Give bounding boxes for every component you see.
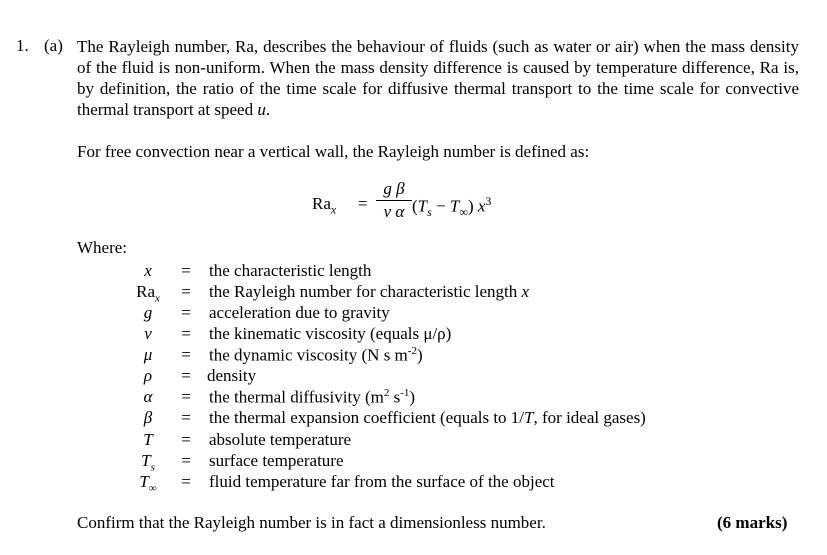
formula-denominator: ν α (383, 202, 405, 221)
formula-lhs-ra: Ra (312, 194, 331, 213)
def-description: density (207, 366, 257, 385)
def-description: acceleration due to gravity (209, 303, 390, 322)
def-description (209, 345, 423, 366)
def-equals: = (181, 345, 191, 364)
def-description: the kinematic viscosity (equals μ/ρ) (209, 324, 452, 343)
def-symbol-ts-text: T (141, 451, 151, 470)
def-description (209, 408, 646, 428)
def-equals: = (181, 472, 191, 491)
question-number: 1. (16, 36, 29, 55)
def-description-sup: -2 (407, 345, 417, 357)
where-label: Where: (77, 238, 128, 257)
formula-fraction (376, 180, 412, 221)
formula-x: x (473, 196, 486, 216)
def-description: fluid temperature far from the surface of the object (209, 472, 555, 491)
def-symbol-beta: β (143, 408, 153, 427)
formula-paren-close: ) (467, 196, 474, 216)
formula-minus: − (431, 196, 450, 216)
def-symbol-ra (128, 282, 168, 304)
def-symbol-ra-sub: x (155, 292, 160, 305)
def-description-sup2: -1 (400, 387, 410, 399)
def-symbol-x: x (144, 261, 152, 280)
def-description (209, 282, 529, 302)
def-symbol-ts (128, 451, 168, 473)
def-description: absolute temperature (209, 430, 352, 449)
def-equals: = (181, 303, 191, 322)
def-equals: = (181, 261, 191, 280)
confirm-instruction: Confirm that the Rayleigh number is in fact a dimensionless number. (77, 513, 546, 532)
def-symbol-mu: μ (143, 345, 153, 364)
def-description-end: , for ideal gases) (533, 408, 646, 427)
def-description-var: x (521, 282, 530, 301)
def-symbol-tinf-sub: ∞ (148, 482, 157, 495)
def-description: surface temperature (209, 451, 344, 470)
formula-paren-open: ( (412, 196, 418, 216)
def-description-end: ) (416, 345, 423, 365)
marks-label: (6 marks) (717, 513, 788, 532)
formula-fraction-bar (376, 200, 412, 201)
intro-variable-u: u (257, 100, 266, 119)
formula-tinf-sub: ∞ (459, 205, 468, 220)
def-equals: = (181, 366, 191, 385)
def-equals: = (181, 408, 191, 427)
def-description: the characteristic length (209, 261, 372, 280)
def-symbol-tinf-text: T (139, 472, 149, 491)
formula-equals: = (358, 194, 368, 213)
def-symbol-ts-sub: s (150, 461, 155, 474)
def-equals: = (181, 282, 191, 301)
def-description-mid: s (389, 387, 401, 407)
def-description-text: the Rayleigh number for characteristic length (209, 282, 518, 301)
formula-lhs-sub: x (330, 202, 337, 217)
def-symbol-t: T (143, 430, 153, 449)
def-description-text: the thermal expansion coefficient (equals to 1/ (209, 408, 525, 427)
formula-temperature-term (412, 194, 491, 220)
def-symbol-rho: ρ (143, 366, 153, 385)
def-description-text: the dynamic viscosity (N s m (209, 345, 408, 365)
def-description-text: the thermal diffusivity (m (209, 387, 384, 407)
def-description-var: T (524, 408, 534, 427)
def-symbol-tinf (128, 472, 168, 494)
def-symbol-nu: ν (144, 324, 152, 343)
def-equals: = (181, 430, 191, 449)
question-part-label: (a) (44, 36, 63, 55)
intro-text: The Rayleigh number, Ra, describes the behaviour of fluids (such as water or air) when the mass density of the fluid is non-uniform. When the mass density difference is caused by temperature difference, Ra is, by definition, the ratio of the time scale for diffusive thermal transport to the time scale for convective thermal transport at speed (77, 37, 799, 119)
def-description (209, 387, 415, 408)
def-equals: = (181, 324, 191, 343)
formula-numerator: g β (383, 179, 405, 198)
intro-paragraph (77, 36, 799, 120)
def-description-sup: 2 (383, 387, 390, 399)
def-equals: = (181, 451, 191, 470)
formula-ts-sub: s (427, 205, 432, 220)
formula-power: 3 (485, 194, 492, 208)
free-convection-text: For free convection near a vertical wall, the Rayleigh number is defined as: (77, 142, 590, 161)
def-symbol-g: g (143, 303, 153, 322)
formula-lhs (312, 194, 336, 217)
intro-period: . (265, 100, 271, 119)
def-description-end: ) (409, 387, 416, 407)
def-equals: = (181, 387, 191, 406)
def-symbol-ra-text: Ra (136, 282, 155, 301)
formula-tinf: T (449, 196, 460, 216)
formula-ts: T (417, 196, 428, 216)
def-symbol-alpha: α (143, 387, 153, 406)
